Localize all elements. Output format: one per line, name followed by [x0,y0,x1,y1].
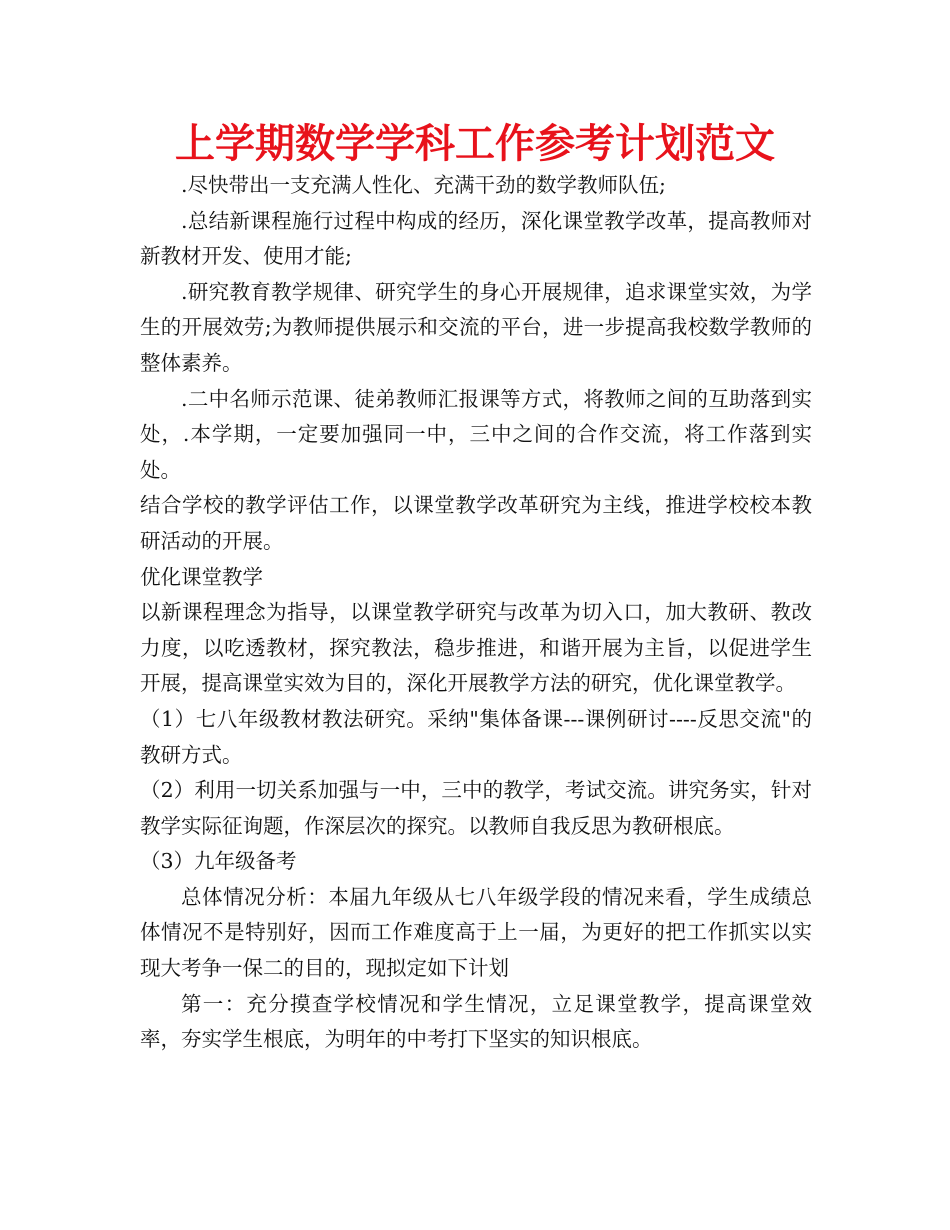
paragraph: 总体情况分析：本届九年级从七八年级学段的情况来看，学生成绩总体情况不是特别好，因而工作难度高于上一届，为更好的把工作抓实以实现大考争一保二的目的，现拟定如下计划 [140,884,812,981]
paragraph: 第一：充分摸查学校情况和学生情况，立足课堂教学，提高课堂效率，夯实学生根底，为明年的中考打下坚实的知识根底。 [140,991,812,1052]
section-heading: 优化课堂教学 [140,564,263,589]
paragraph: .研究教育教学规律、研究学生的身心开展规律，追求课堂实效，为学生的开展效劳;为教师提供展示和交流的平台，进一步提高我校数学教师的整体素养。 [140,279,812,375]
paragraph: 以新课程理念为指导，以课堂教学研究与改革为切入口，加大教研、教改力度，以吃透教材，探究教法，稳步推进，和谐开展为主旨，以促进学生开展，提高课堂实效为目的，深化开展教学方法的研究，优化课堂教学。 [140,600,812,696]
list-item: （3）九年级备考 [140,849,297,874]
paragraph: .二中名师示范课、徒弟教师汇报课等方式，将教师之间的互助落到实处，.本学期，一定要加强同一中，三中之间的合作交流，将工作落到实处。 [140,386,812,482]
list-item: （2）利用一切关系加强与一中，三中的教学，考试交流。讲究务实，针对教学实际征询题，作深层次的探究。以教师自我反思为教研根底。 [140,778,812,838]
paragraph: .尽快带出一支充满人性化、充满干劲的数学教师队伍; [181,173,666,197]
document-body [140,168,812,1058]
list-item: （1）七八年级教材教法研究。采纳"集体备课---课例研讨----反思交流"的教研方式。 [140,706,812,767]
paragraph: .总结新课程施行过程中构成的经历，深化课堂教学改革，提高教师对新教材开发、使用才能; [140,208,812,269]
paragraph: 结合学校的教学评估工作，以课堂教学改革研究为主线，推进学校校本教研活动的开展。 [140,493,812,553]
document-title: 上学期数学学科工作参考计划范文 [175,121,775,167]
